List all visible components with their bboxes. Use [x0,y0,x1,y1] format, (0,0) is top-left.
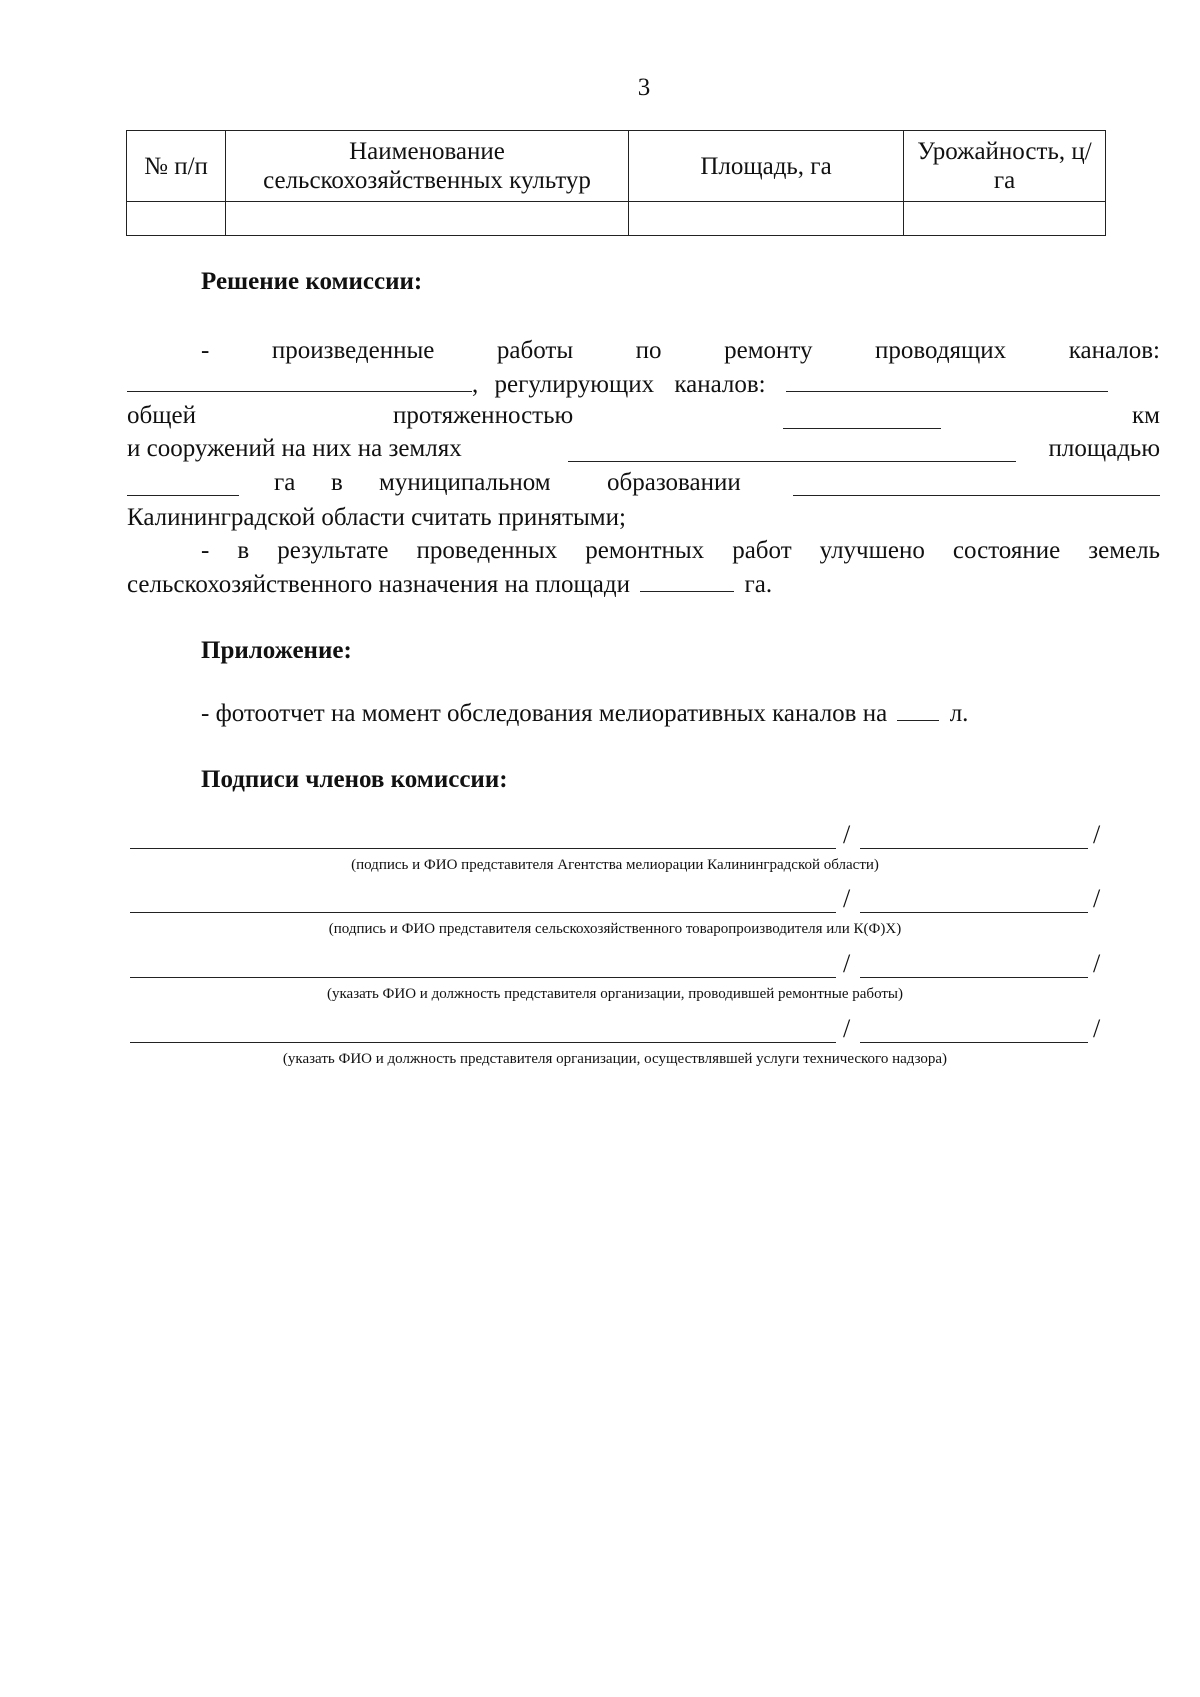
name-field[interactable] [860,912,1088,913]
decision-line-2 [127,369,1160,399]
decision-heading: Решение комиссии: [201,268,423,295]
appendix-heading: Приложение: [201,637,352,664]
comma: , [472,371,479,398]
word: общей [127,402,196,429]
signature-row-1 [130,820,1101,856]
word: образовании [607,469,741,496]
signature-field[interactable] [130,912,836,913]
blank-field[interactable] [640,569,734,592]
name-field[interactable] [860,848,1088,849]
unit-km: км [1132,402,1160,429]
line-text: сельскохозяйственного назначения на площади [127,571,630,598]
signature-row-4 [130,1014,1101,1050]
decision-line-4 [127,435,1160,463]
blank-field[interactable] [793,473,1160,496]
signature-row-3 [130,949,1101,985]
word: ремонту [724,337,813,364]
slash: / [843,949,851,978]
table-cell [226,202,629,236]
word: каналов: [674,371,766,398]
blank-field[interactable] [568,439,1016,462]
blank-field[interactable] [783,406,941,429]
signature-caption-2: (подпись и ФИО представителя сельскохозяйственного товаропроизводителя или К(Ф)Х) [328,921,902,937]
decision-line-3 [127,402,1160,430]
line-text: - фотоотчет на момент обследования мелиоративных каналов на [201,700,888,727]
word: площадью [1048,435,1160,462]
header-crop-name: Наименование сельскохозяйственных культур [226,131,629,202]
signatures-heading: Подписи членов комиссии: [201,766,508,793]
signature-caption-1: (подпись и ФИО представителя Агентства мелиорации Калининградской области) [351,857,879,873]
table-cell [904,202,1106,236]
signature-caption-4: (указать ФИО и должность представителя организации, осуществлявшей услуги технического надзора) [282,1051,948,1067]
signature-field[interactable] [130,848,836,849]
blank-field[interactable] [897,698,939,721]
decision-line-8 [127,569,1160,599]
table-cell [127,202,226,236]
word: в [331,469,343,496]
dash: - [201,337,210,364]
appendix-item [201,698,1160,728]
signature-field[interactable] [130,977,836,978]
slash: / [843,1014,851,1043]
unit-ha: га. [744,571,773,598]
slash: / [1093,949,1101,978]
signature-row-2 [130,884,1101,920]
blank-field[interactable] [786,369,1108,392]
signature-field[interactable] [130,1042,836,1043]
header-number: № п/п [127,131,226,202]
word: работы [496,337,574,364]
table-header-row [127,131,1106,202]
slash: / [1093,884,1101,913]
word: проводящих [875,337,1007,364]
word: произведенные [271,337,435,364]
decision-line-6: Калининградской области считать принятыми; [127,504,626,531]
decision-line-1 [201,337,1160,365]
slash: / [1093,1014,1101,1043]
name-field[interactable] [860,1042,1088,1043]
name-field[interactable] [860,977,1088,978]
unit-sheets: л. [949,700,969,727]
word: га [274,469,296,496]
table-row [127,202,1106,236]
word: муниципальном [379,469,551,496]
line-text: - в результате проведенных ремонтных работ улучшено состояние земель [201,537,1160,564]
decision-line-7 [201,537,1160,565]
word: по [635,337,662,364]
crops-table [126,130,1106,236]
word: протяженностью [393,402,574,429]
table-cell [629,202,904,236]
blank-field[interactable] [127,369,472,392]
page-number: 3 [637,74,651,101]
header-area: Площадь, га [629,131,904,202]
slash: / [1093,820,1101,849]
word: каналов: [1068,337,1160,364]
blank-field[interactable] [127,473,239,496]
slash: / [843,884,851,913]
slash: / [843,820,851,849]
word: регулирующих [494,371,655,398]
line-text: и сооружений на них на землях [127,435,462,462]
header-yield: Урожайность, ц/га [904,131,1106,202]
signature-caption-3: (указать ФИО и должность представителя организации, проводившей ремонтные работы) [326,986,903,1002]
